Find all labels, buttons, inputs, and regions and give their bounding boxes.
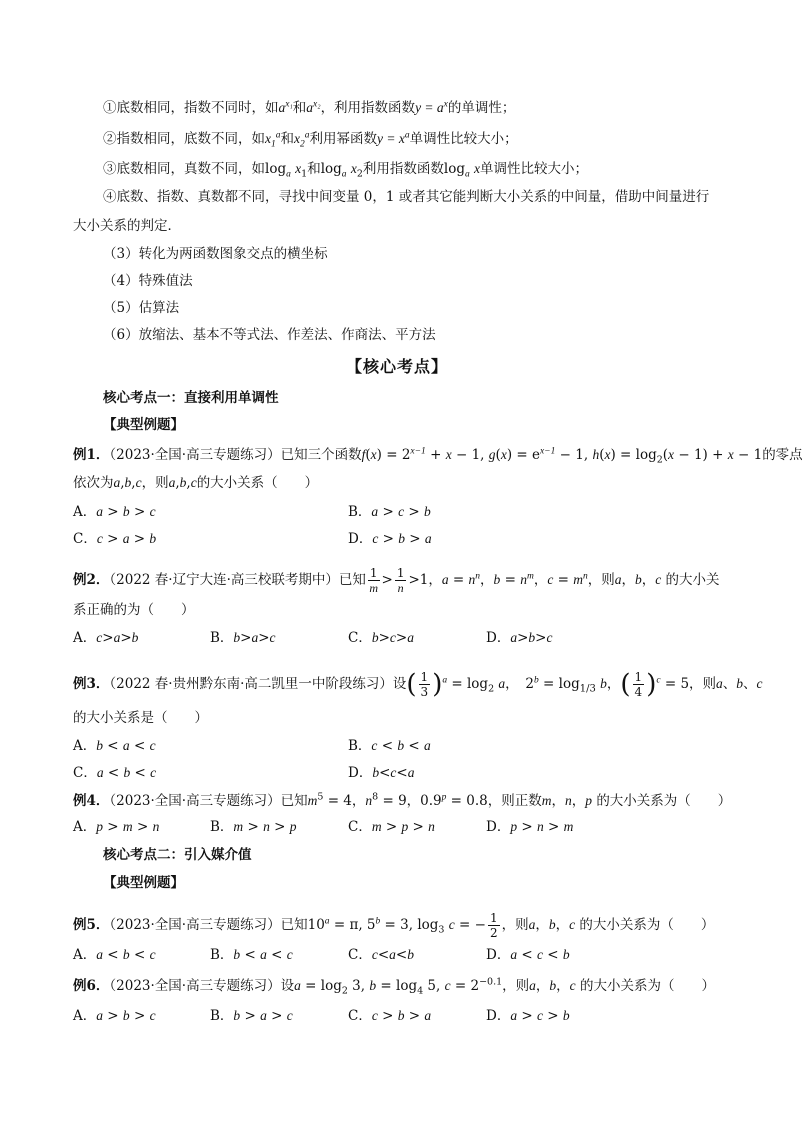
intro-item-2-end: 单调性比较大小；	[409, 131, 518, 147]
example-1-label: 例1．	[73, 447, 110, 463]
example-4-option-a[interactable]: A．p > m > n	[73, 819, 160, 835]
example-1-source: （2023·全国·高三专题练习）已知三个函数	[109, 447, 362, 463]
intro-item-2-pre: ②指数相同，底数不同，如	[103, 131, 265, 147]
example-6-label: 例6．	[73, 978, 110, 994]
example-5-option-a[interactable]: A．a < b < c	[73, 947, 156, 963]
example-6-option-a[interactable]: A．a > b > c	[73, 1008, 156, 1024]
intro-item-3-post: 利用指数函数	[362, 161, 444, 177]
intro-item-1-mid: 和	[292, 100, 307, 116]
intro-item-1-end: 的单调性；	[447, 100, 516, 116]
example-1-line2: 依次为a,b,c，则a,b,c的大小关系（ ）	[73, 475, 319, 491]
intro-item-2: ②指数相同，底数不同，如$x_1^a$和$x_2^a$利用幂函数$y = x^a$单调性比较大小；	[103, 130, 518, 150]
example-1-tail: 的零点	[762, 447, 803, 463]
example-4-label: 例4．	[73, 793, 110, 809]
example-5-option-d[interactable]: D．a < c < b	[486, 947, 570, 963]
intro-item-1: ①底数相同，指数不同时，如$a^{x_1}$和$a^{x_2}$，利用指数函数$y = a^x$的单调性；	[103, 99, 516, 116]
example-6-source: （2023·全国·高三专题练习）设	[109, 978, 295, 994]
example-2-cond-end: 的大小关	[665, 572, 720, 588]
example-4-tail: ，则正数	[487, 793, 542, 809]
example-1-option-d[interactable]: D．c > b > a	[348, 531, 432, 547]
core-point-2-subtitle: 【典型例题】	[103, 875, 184, 891]
intro-item-4-line1: ④底数、指数、真数都不同，寻找中间变量 0，1 或者其它能判断大小关系的中间量，借助中间量进行	[103, 189, 710, 205]
example-2-option-b[interactable]: B．b>a>c	[210, 630, 276, 646]
example-3-option-a[interactable]: A．b < a < c	[73, 738, 156, 754]
example-2-option-a[interactable]: A．c>a>b	[73, 630, 139, 646]
example-5: 例5．（2023·全国·高三专题练习）已知$10^a = \pi$, $5^b = 3$, $\log_3 c$ = − $\frac{1}{2}$ ，则a，b，c 的大小关系为（ ）	[73, 911, 715, 940]
example-6-option-d[interactable]: D．a > c > b	[486, 1008, 570, 1024]
core-point-1-subtitle: 【典型例题】	[103, 417, 184, 433]
example-2: 例2．（2022 春·辽宁大连·高三校联考期中）已知 $\frac{1}{m}$ > $\frac{1}{n}$ >1，$a = n^n$，$b = n^m$，$c = m^n$，则a，b，c 的大小关	[73, 566, 720, 595]
example-2-source: （2022 春·辽宁大连·高三校联考期中）已知	[109, 572, 366, 588]
example-1: 例1．（2023·全国·高三专题练习）已知三个函数$f(x) = 2^{x-1} + x - 1$, $g(x) = e^{x-1} - 1$, $h(x) = \log_2(x - 1) + x - 1$的零点	[73, 446, 803, 466]
example-6-tail: ，则	[502, 978, 530, 994]
intro-item-3-end: 单调性比较大小；	[480, 161, 589, 177]
example-1-line2-pre: 依次为	[73, 475, 114, 491]
example-5-label: 例5．	[73, 917, 110, 933]
example-1-option-c[interactable]: C．c > a > b	[73, 531, 157, 547]
example-4-option-b[interactable]: B．m > n > p	[210, 819, 297, 835]
intro-item-1-post: ，利用指数函数	[320, 100, 416, 116]
example-3-option-b[interactable]: B．c < b < a	[348, 738, 431, 754]
example-2-cond: ，则	[587, 572, 615, 588]
example-4-option-c[interactable]: C．m > p > n	[348, 819, 435, 835]
example-4: 例4．（2023·全国·高三专题练习）已知$m^5 = 4$，$n^8 = 9$，$0.9^p = 0.8$，则正数m，n，p 的大小关系为（ ）	[73, 791, 732, 809]
example-6: 例6．（2023·全国·高三专题练习）设$a = \log_2 3$, $b = \log_4 5$, $c = 2^{-0.1}$，则a，b，c 的大小关系为（ ）	[73, 976, 715, 997]
example-5-tail: ，则	[501, 917, 529, 933]
example-3-line2: 的大小关系是（ ）	[73, 710, 208, 726]
section-heading: 【核心考点】	[345, 357, 448, 376]
example-1-option-b[interactable]: B．a > c > b	[348, 504, 431, 520]
example-3-tail: ，则	[689, 676, 717, 692]
method-5: （5）估算法	[103, 300, 180, 316]
example-4-tail-end: 的大小关系为（ ）	[596, 793, 732, 809]
example-3-option-c[interactable]: C．a < b < c	[73, 765, 157, 781]
intro-item-3: ③底数相同，真数不同，如$\log_a x_1$和$\log_a x_2$利用指数函数$\log_a x$单调性比较大小；	[103, 161, 589, 180]
intro-item-2-mid: 和	[280, 131, 294, 147]
intro-item-1-pre: ①底数相同，指数不同时，如	[103, 100, 279, 116]
core-point-1-title: 核心考点一：直接利用单调性	[103, 390, 279, 406]
example-2-option-c[interactable]: C．b>c>a	[348, 630, 414, 646]
example-4-option-d[interactable]: D．p > n > m	[486, 819, 574, 835]
example-1-line2-end: 的大小关系（ ）	[196, 475, 319, 491]
example-3-sep-2: 、	[743, 676, 757, 692]
example-2-option-d[interactable]: D．a>b>c	[486, 630, 553, 646]
example-5-tail-end: 的大小关系为（ ）	[579, 917, 715, 933]
example-6-tail-end: 的大小关系为（ ）	[579, 978, 715, 994]
method-4: （4）特殊值法	[103, 273, 193, 289]
example-3-label: 例3．	[73, 676, 110, 692]
method-3: （3）转化为两函数图象交点的横坐标	[103, 246, 328, 262]
example-5-option-c[interactable]: C．c<a<b	[348, 947, 414, 963]
example-3: 例3．（2022 春·贵州黔东南·高二凯里一中阶段练习）设( $\frac{1}{3}$ )$^a = \log_2 a$， $2^b = \log_{1/3} b$，( $\frac{1}{4}$ )$^c$ = 5，则a、b、c	[73, 669, 763, 700]
intro-item-2-post: 利用幂函数	[309, 131, 377, 147]
example-2-label: 例2．	[73, 572, 110, 588]
intro-item-3-mid: 和	[307, 161, 321, 177]
example-3-source: （2022 春·贵州黔东南·高二凯里一中阶段练习）设	[109, 676, 407, 692]
core-point-2-title: 核心考点二：引入媒介值	[103, 847, 252, 863]
example-3-sep-1: 、	[722, 676, 737, 692]
example-6-option-b[interactable]: B．b > a > c	[210, 1008, 293, 1024]
example-1-line2-post: ，则	[141, 475, 169, 491]
intro-item-4-line2: 大小关系的判定．	[73, 218, 181, 234]
example-1-option-a[interactable]: A．a > b > c	[73, 504, 156, 520]
example-5-source: （2023·全国·高三专题练习）已知	[109, 917, 308, 933]
example-4-source: （2023·全国·高三专题练习）已知	[109, 793, 308, 809]
example-6-option-c[interactable]: C．c > b > a	[348, 1008, 432, 1024]
method-6: （6）放缩法、基本不等式法、作差法、作商法、平方法	[103, 327, 436, 343]
intro-item-3-pre: ③底数相同，真数不同，如	[103, 161, 265, 177]
example-5-option-b[interactable]: B．b < a < c	[210, 947, 293, 963]
example-2-line2: 系正确的为（ ）	[73, 602, 195, 618]
example-3-option-d[interactable]: D．b<c<a	[348, 765, 415, 781]
